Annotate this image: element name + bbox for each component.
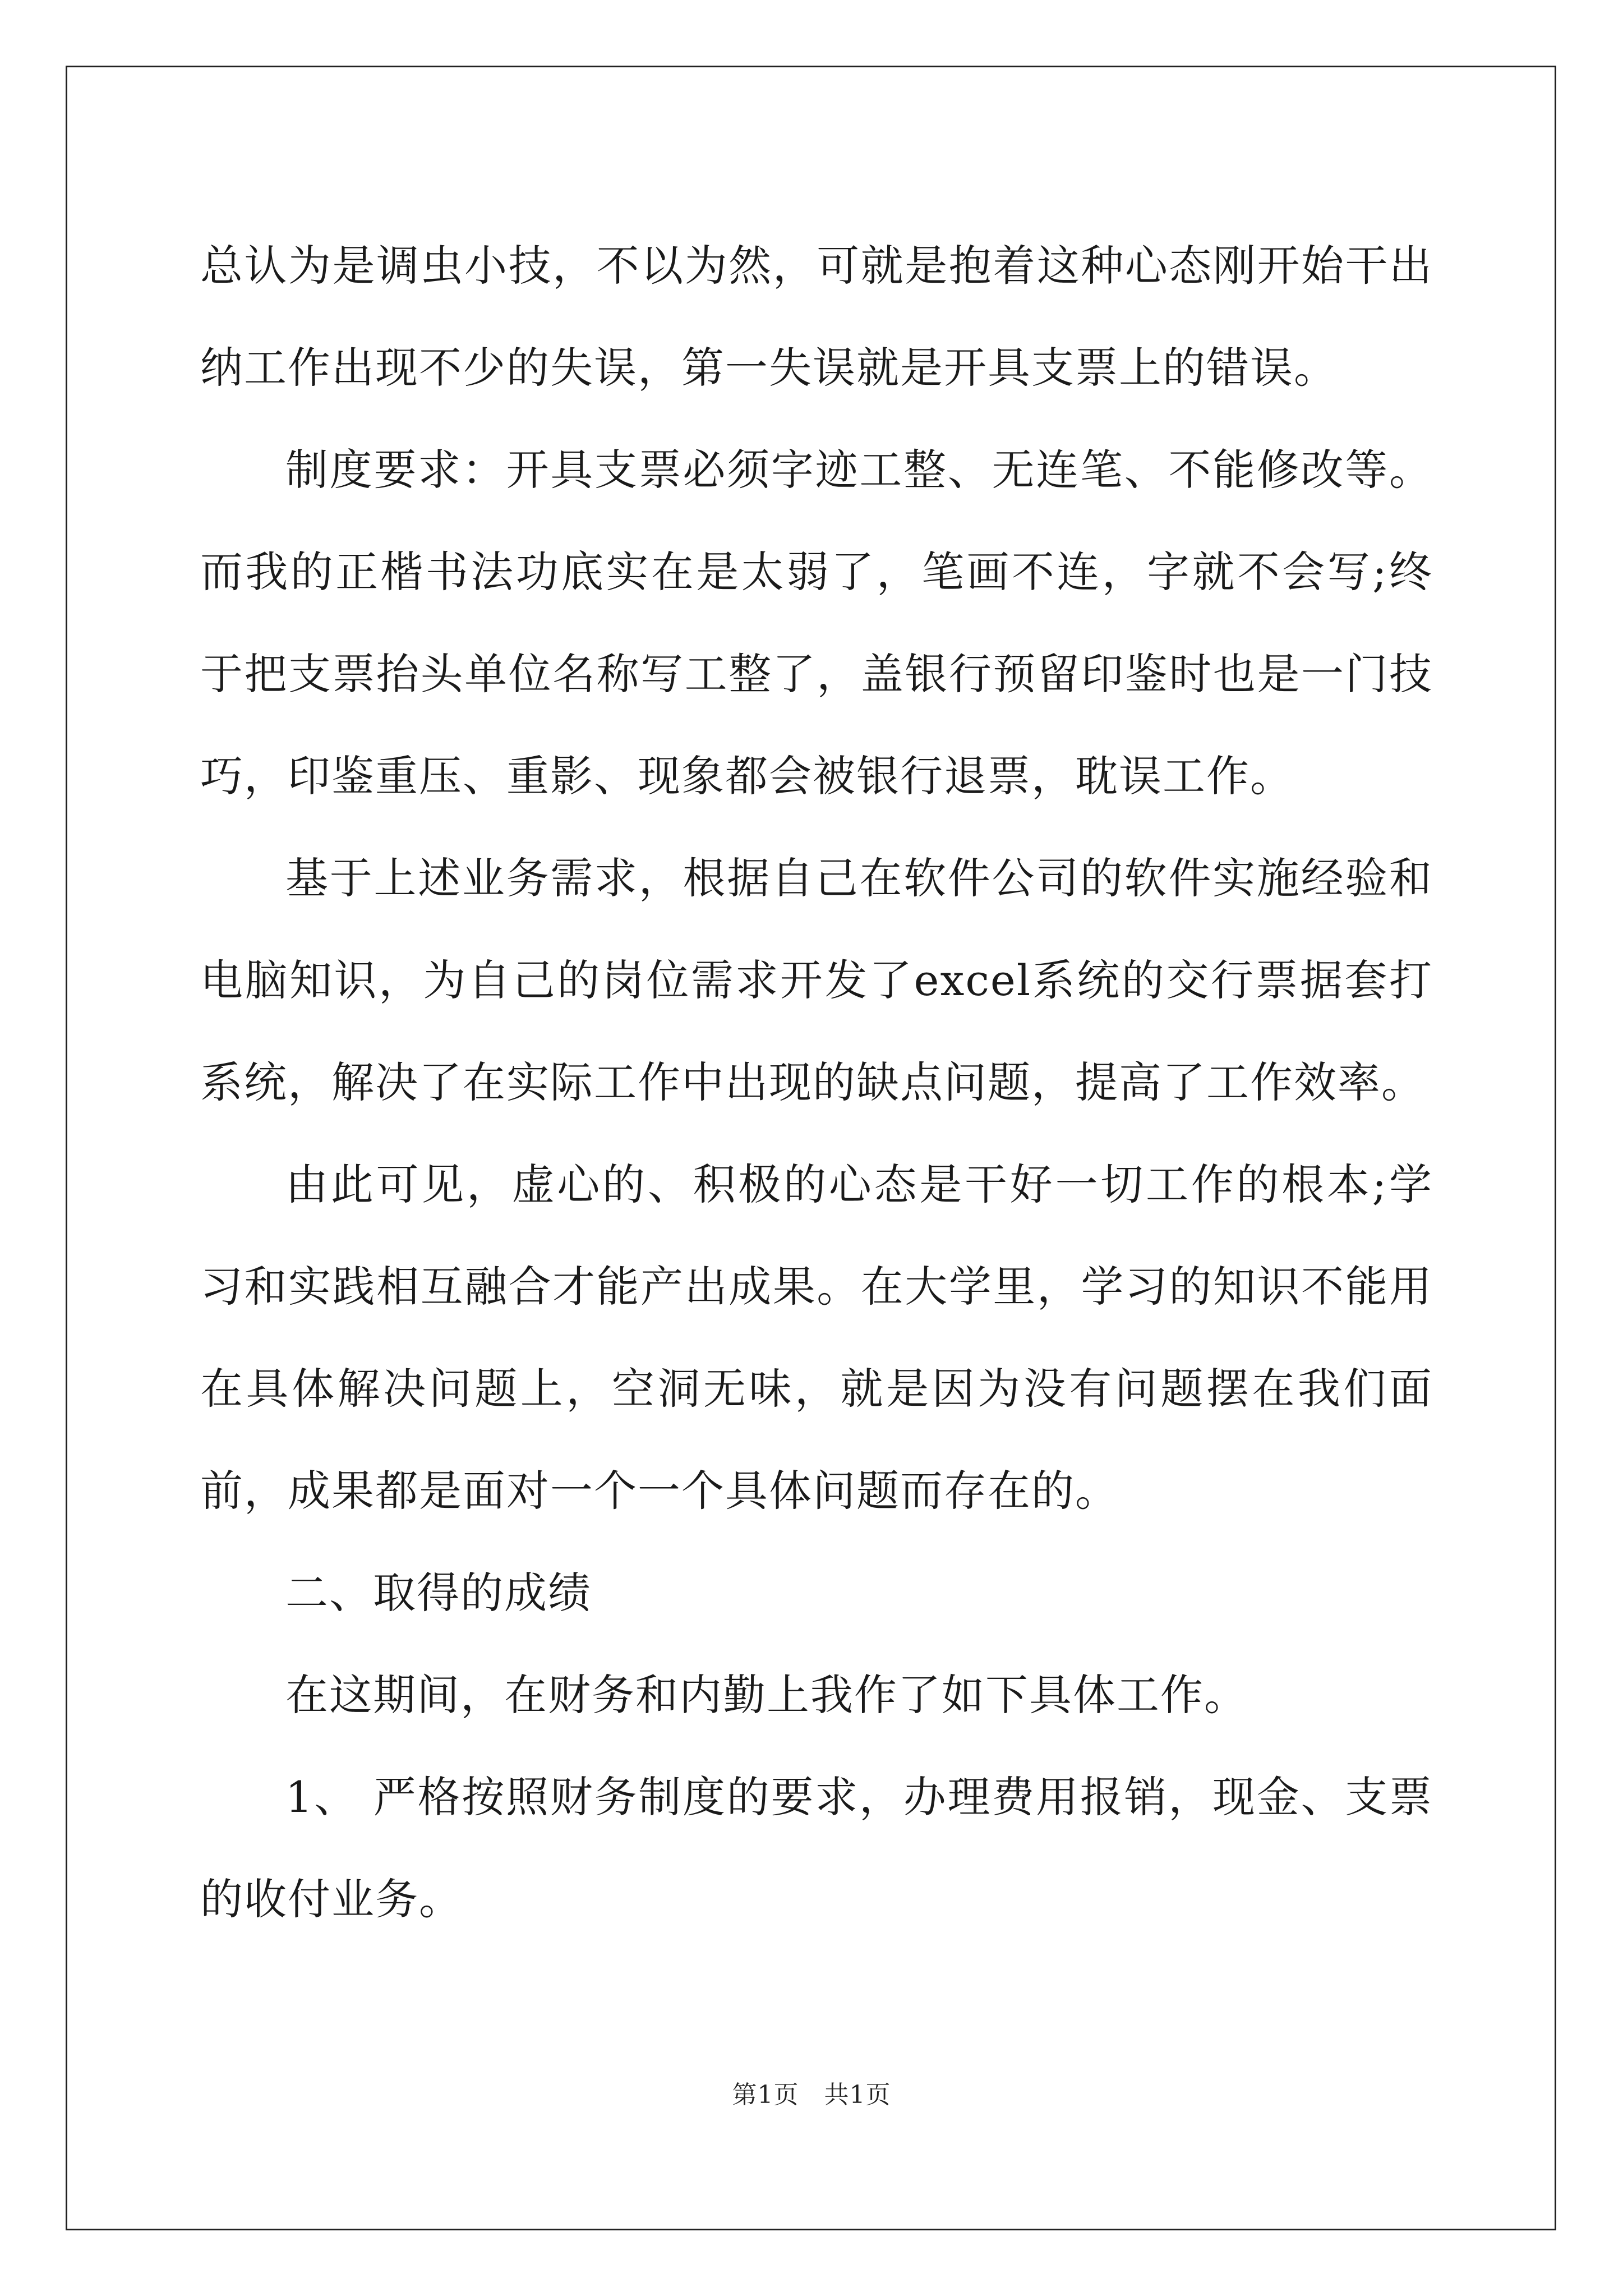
paragraph-1: 总认为是调虫小技，不以为然，可就是抱着这种心态刚开始干出纳工作出现不少的失误，第一失误就是开具支票上的错误。	[200, 241, 1433, 393]
list-item-1: 1、 严格按照财务制度的要求，办理费用报销，现金、支票的收付业务。	[200, 1772, 1433, 1924]
paragraph-3: 基于上述业务需求，根据自己在软件公司的软件实施经验和电脑知识，为自己的岗位需求开发了excel系统的交行票据套打系统，解决了在实际工作中出现的缺点问题，提高了工作效率。	[200, 853, 1433, 1107]
page-number-footer: 第1页 共1页	[732, 2081, 891, 2109]
document-body	[200, 215, 1433, 1950]
paragraph-5: 在这期间，在财务和内勤上我作了如下具体工作。	[285, 1670, 1248, 1720]
paragraph-4: 由此可见，虚心的、积极的心态是干好一切工作的根本;学习和实践相互融合才能产出成果。在大学里，学习的知识不能用在具体解决问题上，空洞无味，就是因为没有问题摆在我们面前，成果都是面对一个一个具体问题而存在的。	[200, 1159, 1433, 1516]
paragraph-2: 制度要求：开具支票必须字迹工整、无连笔、不能修改等。而我的正楷书法功底实在是太弱了，笔画不连，字就不会写;终于把支票抬头单位名称写工整了，盖银行预留印鉴时也是一门技巧，印鉴重压、重影、现象都会被银行退票，耽误工作。	[200, 445, 1433, 801]
section-heading: 二、取得的成绩	[285, 1568, 592, 1618]
